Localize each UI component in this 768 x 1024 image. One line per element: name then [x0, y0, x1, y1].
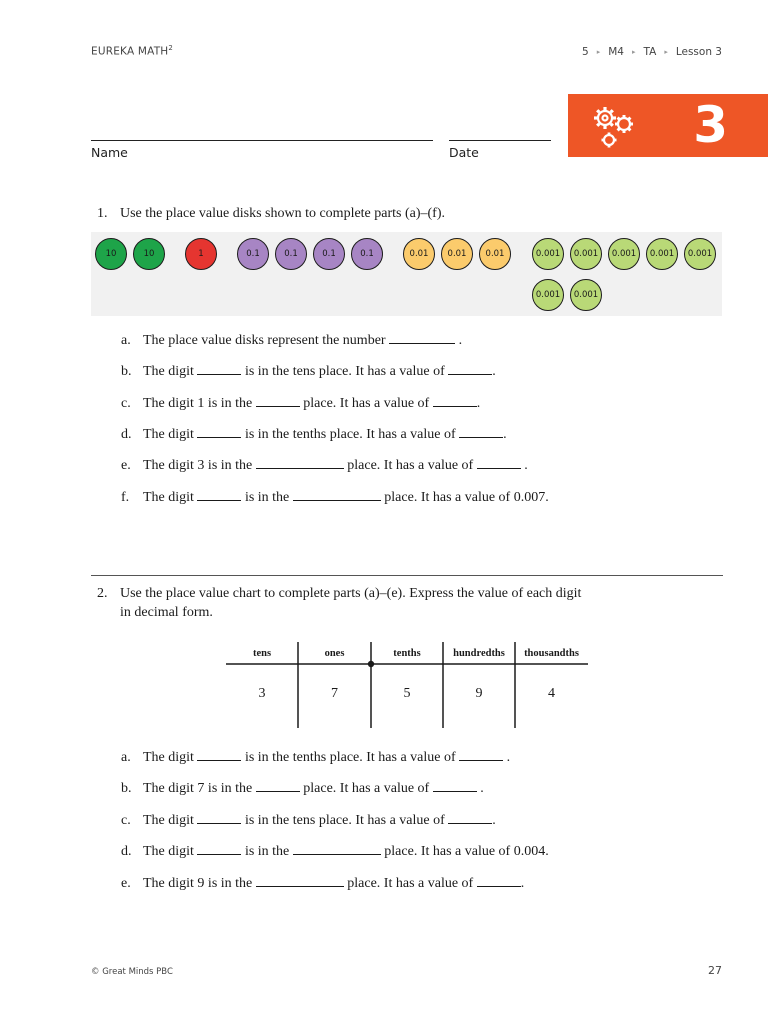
copyright-text: © Great Minds PBC	[91, 967, 173, 977]
answer-blank[interactable]	[197, 362, 241, 375]
part-label: a.	[121, 333, 131, 348]
part-text: The digit 7 is in the	[143, 781, 253, 796]
chart-digit-tens: 3	[258, 686, 266, 701]
disk-thousandths: 0.001	[684, 238, 716, 270]
brand-superscript: 2	[168, 44, 174, 52]
lesson-badge	[568, 94, 768, 157]
part-text: .	[492, 364, 496, 379]
disk-thousandths: 0.001	[570, 238, 602, 270]
part-text: .	[492, 813, 496, 828]
answer-blank[interactable]	[293, 488, 381, 501]
q1-part-f	[121, 488, 549, 506]
answer-blank[interactable]	[256, 456, 344, 469]
part-text: place. It has a value of	[347, 876, 474, 891]
name-label: Name	[91, 145, 128, 160]
question-1-number: 1.	[97, 206, 108, 221]
answer-blank[interactable]	[256, 394, 300, 407]
chart-digit-thousandths: 4	[548, 686, 555, 701]
part-text: is in the tenths place. It has a value of	[244, 427, 456, 442]
disk-tens: 10	[95, 238, 127, 270]
q2-part-b	[121, 779, 484, 797]
part-label: e.	[121, 458, 131, 473]
gears-icon	[588, 100, 648, 154]
answer-blank[interactable]	[197, 842, 241, 855]
q1-part-d	[121, 425, 507, 443]
answer-blank[interactable]	[459, 425, 503, 438]
part-text: is in the tens place. It has a value of	[244, 813, 445, 828]
q2-part-c	[121, 811, 496, 829]
disk-thousandths: 0.001	[532, 279, 564, 311]
breadcrumb-lesson: Lesson 3	[675, 46, 722, 58]
answer-blank[interactable]	[197, 425, 241, 438]
question-2-number: 2.	[97, 586, 108, 601]
q2-part-e	[121, 874, 524, 892]
part-label: d.	[121, 427, 132, 442]
part-label: f.	[121, 490, 130, 505]
disk-thousandths: 0.001	[570, 279, 602, 311]
date-label: Date	[449, 145, 479, 160]
part-label: a.	[121, 750, 131, 765]
answer-blank[interactable]	[477, 874, 521, 887]
place-value-disks-panel	[91, 232, 722, 316]
disk-thousandths: 0.001	[646, 238, 678, 270]
part-text: place. It has a value of	[303, 396, 430, 411]
part-text: The digit 3 is in the	[143, 458, 253, 473]
date-input-line[interactable]	[449, 140, 551, 141]
chart-digit-tenths: 5	[403, 686, 411, 701]
chart-digit-ones: 7	[331, 686, 338, 701]
part-text: The digit 9 is in the	[143, 876, 253, 891]
part-label: d.	[121, 844, 132, 859]
answer-blank[interactable]	[256, 874, 344, 887]
breadcrumb-topic: TA	[643, 46, 657, 58]
breadcrumb	[582, 46, 722, 58]
question-2-prompt-line-1: Use the place value chart to complete parts (a)–(e). Express the value of each digit	[120, 586, 582, 601]
disk-tenths: 0.1	[275, 238, 307, 270]
disk-ones: 1	[185, 238, 217, 270]
part-label: e.	[121, 876, 131, 891]
part-text: is in the	[244, 490, 290, 505]
part-text: The digit	[143, 364, 194, 379]
answer-blank[interactable]	[477, 456, 521, 469]
part-text: The digit	[143, 427, 194, 442]
answer-blank[interactable]	[197, 748, 241, 761]
part-text: The digit	[143, 750, 194, 765]
part-text: .	[458, 333, 463, 348]
brand-logo	[91, 44, 173, 58]
part-text: .	[476, 396, 481, 411]
disk-tenths: 0.1	[237, 238, 269, 270]
breadcrumb-separator-icon: ▸	[664, 48, 668, 56]
breadcrumb-grade: 5	[582, 46, 589, 58]
part-text: place. It has a value of	[303, 781, 430, 796]
part-text: The digit	[143, 490, 194, 505]
question-1-prompt: Use the place value disks shown to complete parts (a)–(f).	[120, 206, 446, 221]
disk-hundredths: 0.01	[441, 238, 473, 270]
disk-thousandths: 0.001	[532, 238, 564, 270]
q1-part-c	[121, 394, 480, 412]
answer-blank[interactable]	[389, 331, 455, 344]
part-text: is in the	[244, 844, 290, 859]
disk-thousandths: 0.001	[608, 238, 640, 270]
part-text: The place value disks represent the number	[143, 333, 386, 348]
chart-header-tens: tens	[252, 648, 272, 659]
q1-part-a	[121, 331, 462, 349]
chart-header-hundredths: hundredths	[453, 648, 505, 659]
breadcrumb-separator-icon: ▸	[632, 48, 636, 56]
name-input-line[interactable]	[91, 140, 433, 141]
breadcrumb-module: M4	[608, 46, 624, 58]
answer-blank[interactable]	[459, 748, 503, 761]
part-text: The digit	[143, 813, 194, 828]
lesson-number: 3	[693, 96, 728, 154]
answer-blank[interactable]	[197, 488, 241, 501]
answer-blank[interactable]	[448, 362, 492, 375]
disk-tens: 10	[133, 238, 165, 270]
answer-blank[interactable]	[256, 779, 300, 792]
part-label: b.	[121, 781, 132, 796]
question-2-prompt-line-2: in decimal form.	[120, 605, 213, 620]
disk-tenths: 0.1	[351, 238, 383, 270]
part-text: .	[506, 750, 511, 765]
part-text: is in the tens place. It has a value of	[244, 364, 445, 379]
chart-header-thousandths: thousandths	[524, 648, 579, 659]
disk-hundredths: 0.01	[403, 238, 435, 270]
answer-blank[interactable]	[433, 779, 477, 792]
part-label: b.	[121, 364, 132, 379]
chart-header-tenths: tenths	[393, 648, 421, 659]
chart-header-ones: ones	[324, 648, 345, 659]
part-text: place. It has a value of	[347, 458, 474, 473]
part-text: The digit	[143, 844, 194, 859]
q2-part-a	[121, 748, 510, 766]
disk-hundredths: 0.01	[479, 238, 511, 270]
part-text: The digit 1 is in the	[143, 396, 253, 411]
answer-blank[interactable]	[293, 842, 381, 855]
part-text: .	[520, 876, 525, 891]
chart-digit-hundredths: 9	[475, 686, 483, 701]
breadcrumb-separator-icon: ▸	[596, 48, 601, 56]
part-label: c.	[121, 813, 131, 828]
part-text: is in the tenths place. It has a value of	[244, 750, 456, 765]
q1-part-b	[121, 362, 496, 380]
section-divider	[91, 575, 723, 576]
answer-blank[interactable]	[433, 394, 477, 407]
q2-part-d	[121, 842, 549, 860]
part-text: place. It has a value of 0.004.	[384, 844, 549, 859]
part-text: .	[480, 781, 484, 796]
part-text: place. It has a value of 0.007.	[384, 490, 549, 505]
disk-tenths: 0.1	[313, 238, 345, 270]
page-number: 27	[708, 964, 722, 977]
part-text: .	[524, 458, 528, 473]
answer-blank[interactable]	[448, 811, 492, 824]
part-text: .	[503, 427, 507, 442]
q1-part-e	[121, 456, 528, 474]
part-label: c.	[121, 396, 131, 411]
answer-blank[interactable]	[197, 811, 241, 824]
brand-name: EUREKA MATH	[91, 45, 169, 58]
